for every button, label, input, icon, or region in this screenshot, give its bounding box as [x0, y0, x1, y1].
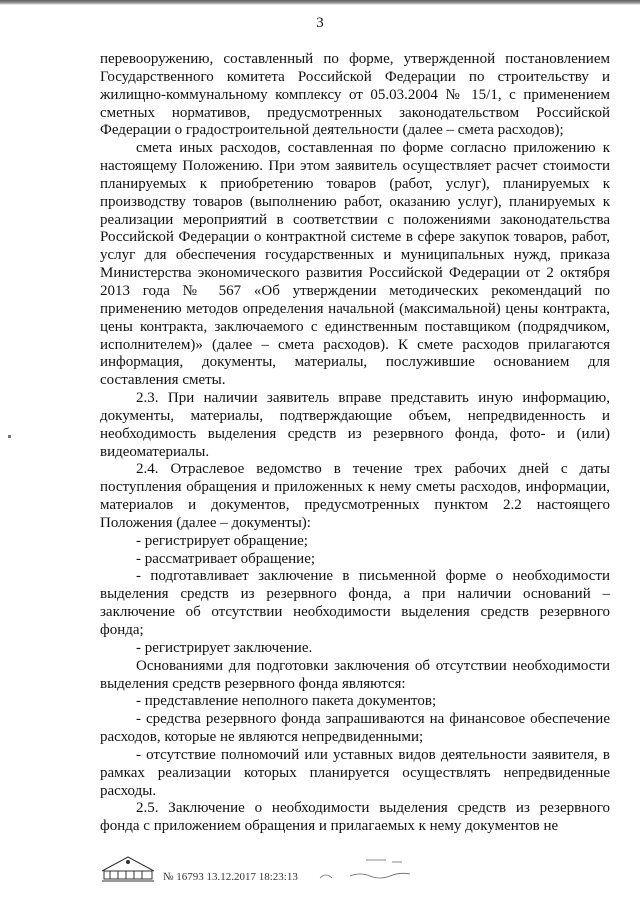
list-item: - регистрирует обращение; — [136, 532, 308, 549]
paragraph: 2.4. Отраслевое ведомство в течение трех рабочих дней с даты поступления обращения и приложенных к нему сметы расходов, информации, материалов и документов, предусмотренных пунктом 2.2 настоящего Положения (далее – документы): — [100, 461, 610, 531]
list-item: - рассматривает обращение; — [136, 550, 316, 567]
list-item: - представление неполного пакета документов; — [136, 693, 437, 710]
paragraph: Основаниями для подготовки заключения об отсутствии необходимости выделения средств резервного фонда являются: — [100, 657, 610, 692]
list-item: - регистрирует заключение. — [136, 639, 313, 656]
list-item: - средства резервного фонда запрашиваются на финансовое обеспечение расходов, которые не являются непредвиденными; — [100, 711, 610, 746]
handwritten-mark-icon — [310, 854, 430, 884]
registration-stamp: № 16793 13.12.2017 18:23:13 — [163, 871, 298, 883]
list-item: - подготавливает заключение в письменной форме о необходимости выделения средств из резервного фонда, а при наличии оснований – заключение об отсутствии необходимости выделения средств резервного фонда; — [100, 568, 610, 638]
paragraph: 2.5. Заключение о необходимости выделения средств из резервного фонда с приложением обращения и прилагаемых к нему документов не — [100, 800, 610, 835]
paragraph: перевооружению, составленный по форме, утвержденной постановлением Государственного комитета Российской Федерации по строительству и жилищно-коммунальному комплексу от 05.03.2004 № 15/1, с применением сметных нормативов, предусмотренных законодательством Российской Федерации о градостроительной деятельности (далее – смета расходов); — [100, 51, 610, 139]
document-body — [100, 51, 610, 836]
list-item: - отсутствие полномочий или уставных видов деятельности заявителя, в рамках реализации которых планируется осуществлять непредвиденные расходы. — [100, 746, 610, 799]
page-number: 3 — [316, 15, 324, 31]
paragraph: 2.3. При наличии заявитель вправе представить иную информацию, документы, материалы, подтверждающие объем, непредвиденность и необходимость выделения средств из резервного фонда, фото- и (или) видеоматериалы. — [100, 390, 610, 460]
paragraph: смета иных расходов, составленная по форме согласно приложению к настоящему Положению. При этом заявитель осуществляет расчет стоимости планируемых к приобретению товаров (работ, услуг), планируемых к производству товаров (выполнению работ, оказанию услуг), планируемых к реализации мероприятий в соответствии с положениями законодательства Российской Федерации о контрактной системе в сфере закупок товаров, работ, услуг для обеспечения государственных и муниципальных нужд, приказа Министерства экономического развития Российской Федерации от 2 октября 2013 года № 567 «Об утверждении методических рекомендаций по применению методов определения начальной (максимальной) цены контракта, цены контракта, заключаемого с единственным поставщиком (подрядчиком, исполнителем)» (далее – смета расходов). К смете расходов прилагаются информация, документы, материалы, послужившие основанием для составления сметы. — [100, 140, 610, 389]
scan-speck — [8, 435, 11, 438]
emblem-stamp-icon — [98, 849, 158, 883]
scan-top-edge — [0, 0, 640, 5]
